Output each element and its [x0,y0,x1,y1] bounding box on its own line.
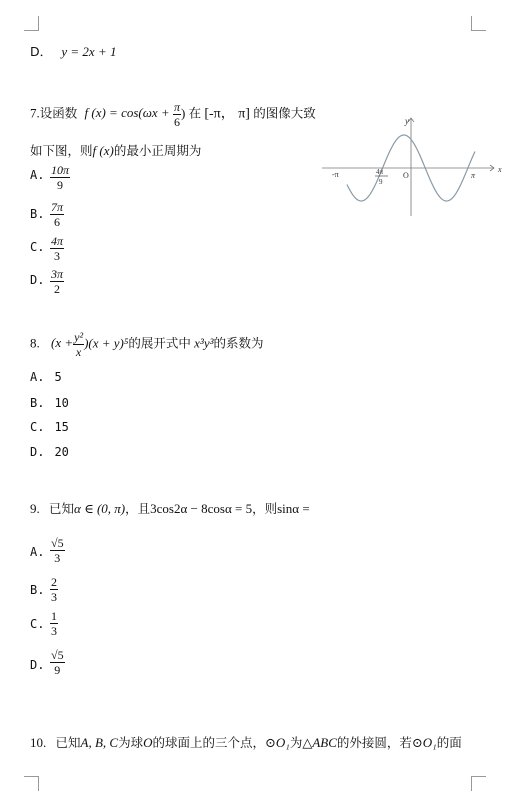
fraction-numerator: √5 [51,536,64,550]
circle-name: ⊙O₁ [265,735,290,750]
points: A, B, C [80,735,119,750]
pi-over-six-fraction: $\frac{\pi}{6}$ [173,100,180,129]
fraction-numerator: 10π [51,163,70,177]
question-ask: sinα = [277,501,310,516]
fraction-denominator: 3 [51,624,57,638]
option-label: A. [30,545,45,559]
fraction-numerator: 3π [51,267,64,281]
fraction-denominator: 3 [51,590,57,604]
option-label: A. [30,168,45,182]
neg-pi-label: -π [332,170,339,179]
corner-mark-bottom-right [471,776,486,791]
prev-question-option-d [30,42,116,60]
y-squared-over-x-fraction: $\frac{\text{y²}}{x}$ [74,330,84,359]
fraction-denominator: 9 [54,663,61,677]
fraction-denominator: 3 [54,249,60,263]
corner-mark-top-right [471,16,486,31]
option-label: B. [30,396,45,410]
fraction-numerator: 7π [51,200,64,214]
sphere-name: O [143,735,153,750]
fraction-denominator: 3 [54,551,61,565]
q9-option-d [30,658,44,672]
question-7-line-2 [30,141,201,159]
condition: α ∈ (0, π) [74,501,126,516]
option-label: C. [30,617,45,631]
x-axis-label: x [498,165,502,174]
question-text: 已知 [49,501,75,516]
option-value: 15 [54,420,69,434]
q8-option-d [30,445,69,459]
question-number: 8. [30,335,40,351]
option-label: D． [30,44,53,59]
option-value: 5 [54,370,62,384]
fraction-denominator: 6 [54,215,60,229]
q9-option-b [30,583,44,597]
q7-option-a [30,168,44,182]
fraction-denominator: 9 [57,178,63,192]
q7-option-d [30,273,44,287]
option-label: B. [30,207,45,221]
fraction-numerator: √5 [51,648,64,662]
question-text: 设函数 [39,105,78,121]
tick-label-denominator: 9 [379,178,383,186]
q9-option-d-value [50,648,65,677]
question-text: 的展开式中 [128,335,191,351]
question-text: 的面 [436,735,462,750]
question-text: 为 [289,735,303,750]
q7-option-a-value [50,163,70,192]
question-text: ，则 [252,501,278,516]
corner-mark-top-left [24,16,39,31]
question-text: 为球 [118,735,144,750]
q7-option-b [30,207,44,221]
q9-option-a [30,545,44,559]
q7-option-c [30,240,44,254]
corner-mark-bottom-left [24,776,39,791]
q8-option-b [30,396,69,410]
function-expression: f (x) = cos(ωx + [84,105,170,121]
q9-option-c [30,617,44,631]
question-text: 的图像大致 [253,105,316,121]
question-text: ，且 [125,501,151,516]
fraction-denominator: 2 [54,282,60,296]
option-label: B. [30,583,45,597]
option-label: C. [30,240,45,254]
fraction-numerator: 4π [51,234,64,248]
question-number: 10. [30,735,47,750]
function-graph [322,112,505,222]
question-text: 已知 [55,735,81,750]
option-value: 20 [54,445,69,459]
question-number: 9. [30,501,40,516]
term: x³y³ [194,335,214,351]
q9-option-b-value [50,575,58,604]
triangle-name: △ABC [302,735,337,750]
q7-option-b-value [50,200,64,229]
question-8-stem [30,330,264,359]
option-label: D. [30,445,45,459]
option-label: A. [30,370,45,384]
fraction-numerator: 1 [51,609,57,623]
option-label: C. [30,420,45,434]
option-label: D. [30,658,45,672]
option-expression: y = 2x + 1 [61,44,117,59]
question-text: 的球面上的三个点， [152,735,265,750]
pi-label: π [471,171,476,180]
question-text: 如下图，则 [30,143,93,158]
question-7-line-1 [30,100,316,129]
circle-name: ⊙O₁ [411,735,437,750]
question-number: 7. [30,105,40,121]
option-label: D. [30,273,45,287]
question-text: 的系数为 [213,335,264,351]
question-10-stem [30,733,462,751]
function-name: f (x) [92,143,114,158]
option-value: 10 [54,396,69,410]
q7-option-c-value [50,234,64,263]
question-text: 的外接圆，若 [336,735,412,750]
q8-option-a [30,370,62,384]
expression-part: )(x + y)⁵ [84,335,129,351]
q9-option-a-value [50,536,65,565]
y-axis-label: y [405,116,409,126]
tick-label-numerator: 4π [376,168,384,176]
q9-option-c-value [50,609,58,638]
q8-option-c [30,420,69,434]
expression-part: (x + [51,335,74,351]
q7-option-d-value [50,267,64,296]
origin-label: O [403,171,409,180]
question-text: 的最小正周期为 [113,143,202,158]
paren-close: ) [180,105,186,121]
equation: 3cos2α − 8cosα = 5 [150,501,253,516]
question-text: 在 [188,105,202,121]
question-9-stem [30,499,310,517]
interval: [-π， π] [204,106,250,122]
fraction-numerator: 2 [51,575,57,589]
